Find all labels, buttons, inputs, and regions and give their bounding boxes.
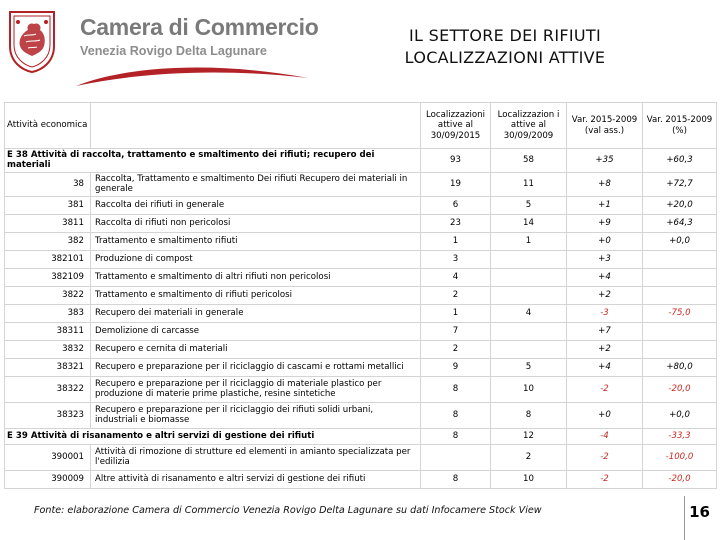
variation-absolute: +7 xyxy=(567,323,643,341)
value-2009: 5 xyxy=(491,359,567,377)
value-2009 xyxy=(491,251,567,269)
value-2015: 8 xyxy=(421,377,491,403)
variation-percent: -20,0 xyxy=(643,377,717,403)
page-number: 16 xyxy=(689,503,710,521)
value-2015: 3 xyxy=(421,251,491,269)
table-row xyxy=(5,287,717,305)
table-row xyxy=(5,269,717,287)
ateco-code: 38321 xyxy=(5,359,91,377)
variation-percent xyxy=(643,341,717,359)
variation-absolute: +4 xyxy=(567,359,643,377)
value-2015: 7 xyxy=(421,323,491,341)
value-2015: 23 xyxy=(421,215,491,233)
variation-absolute: +35 xyxy=(567,149,643,173)
activity-description: Recupero e preparazione per il riciclaggio di materiale plastico per produzione di materie prime plastiche, resine sintetiche xyxy=(91,377,421,403)
ateco-code: 38323 xyxy=(5,403,91,429)
ateco-code: 3811 xyxy=(5,215,91,233)
value-2015: 1 xyxy=(421,305,491,323)
value-2009: 58 xyxy=(491,149,567,173)
slide-header xyxy=(0,0,720,96)
value-2009: 1 xyxy=(491,233,567,251)
variation-percent xyxy=(643,251,717,269)
header-localizzazioni-2009: Localizzazion i attive al 30/09/2009 xyxy=(491,103,567,149)
variation-percent: -33,3 xyxy=(643,429,717,445)
activity-description: Recupero dei materiali in generale xyxy=(91,305,421,323)
value-2009 xyxy=(491,341,567,359)
variation-absolute: +9 xyxy=(567,215,643,233)
variation-absolute: +0 xyxy=(567,403,643,429)
activity-description: Trattamento e smaltimento di rifiuti pericolosi xyxy=(91,287,421,305)
section-row xyxy=(5,429,717,445)
activity-description: Produzione di compost xyxy=(91,251,421,269)
variation-absolute: +2 xyxy=(567,341,643,359)
variation-percent xyxy=(643,269,717,287)
value-2009: 10 xyxy=(491,471,567,489)
ateco-code: 390001 xyxy=(5,445,91,471)
ateco-code: 383 xyxy=(5,305,91,323)
value-2009 xyxy=(491,269,567,287)
variation-percent: +20,0 xyxy=(643,197,717,215)
value-2009: 8 xyxy=(491,403,567,429)
variation-percent xyxy=(643,287,717,305)
variation-percent xyxy=(643,323,717,341)
logo-swoosh xyxy=(72,56,312,90)
value-2015: 1 xyxy=(421,233,491,251)
table-row xyxy=(5,233,717,251)
header-localizzazioni-2015: Localizzazioni attive al 30/09/2015 xyxy=(421,103,491,149)
table-row xyxy=(5,377,717,403)
activity-description: Recupero e preparazione per il riciclaggio dei rifiuti solidi urbani, industriali e biomasse xyxy=(91,403,421,429)
table-row xyxy=(5,403,717,429)
variation-absolute: +0 xyxy=(567,233,643,251)
value-2015: 2 xyxy=(421,341,491,359)
header-blank xyxy=(91,103,421,149)
ateco-code: 382101 xyxy=(5,251,91,269)
variation-percent: -75,0 xyxy=(643,305,717,323)
logo-name: Camera di Commercio xyxy=(80,14,319,40)
activity-description: Attività di rimozione di strutture ed elementi in amianto specializzata per l'edilizia xyxy=(91,445,421,471)
section-label: E 38 Attività di raccolta, trattamento e smaltimento dei rifiuti; recupero dei materiali xyxy=(5,149,421,173)
table-row xyxy=(5,305,717,323)
table-row xyxy=(5,215,717,233)
value-2015: 9 xyxy=(421,359,491,377)
variation-absolute: -2 xyxy=(567,377,643,403)
variation-percent: +64,3 xyxy=(643,215,717,233)
table-row xyxy=(5,197,717,215)
ateco-code: 3822 xyxy=(5,287,91,305)
source-note: Fonte: elaborazione Camera di Commercio Venezia Rovigo Delta Lagunare su dati Infocamere Stock View xyxy=(34,505,542,516)
value-2009 xyxy=(491,323,567,341)
value-2015: 8 xyxy=(421,471,491,489)
table-header-row xyxy=(5,103,717,149)
value-2009: 14 xyxy=(491,215,567,233)
variation-absolute: +2 xyxy=(567,287,643,305)
value-2015: 6 xyxy=(421,197,491,215)
header-var-pct: Var. 2015-2009 (%) xyxy=(643,103,717,149)
value-2009: 2 xyxy=(491,445,567,471)
variation-percent: -100,0 xyxy=(643,445,717,471)
variation-percent: +80,0 xyxy=(643,359,717,377)
ateco-code: 381 xyxy=(5,197,91,215)
variation-percent: -20,0 xyxy=(643,471,717,489)
variation-absolute: +3 xyxy=(567,251,643,269)
activity-description: Raccolta di rifiuti non pericolosi xyxy=(91,215,421,233)
value-2015: 2 xyxy=(421,287,491,305)
value-2015: 4 xyxy=(421,269,491,287)
logo-subtitle: Venezia Rovigo Delta Lagunare xyxy=(80,44,267,58)
activity-description: Recupero e cernita di materiali xyxy=(91,341,421,359)
value-2009: 5 xyxy=(491,197,567,215)
value-2009: 11 xyxy=(491,173,567,197)
slide-title-line2: LOCALIZZAZIONI ATTIVE xyxy=(404,48,606,67)
chamber-logo xyxy=(72,4,319,90)
table-row xyxy=(5,359,717,377)
ateco-code: 382109 xyxy=(5,269,91,287)
variation-percent: +60,3 xyxy=(643,149,717,173)
data-table xyxy=(4,102,716,489)
header-var-abs: Var. 2015-2009 (val ass.) xyxy=(567,103,643,149)
table-row xyxy=(5,471,717,489)
variation-absolute: +4 xyxy=(567,269,643,287)
variation-percent: +0,0 xyxy=(643,403,717,429)
slide-title-line1: IL SETTORE DEI RIFIUTI xyxy=(409,26,601,45)
activity-description: Trattamento e smaltimento di altri rifiuti non pericolosi xyxy=(91,269,421,287)
activity-description: Demolizione di carcasse xyxy=(91,323,421,341)
ateco-code: 3832 xyxy=(5,341,91,359)
variation-percent: +0,0 xyxy=(643,233,717,251)
section-row xyxy=(5,149,717,173)
table-row xyxy=(5,173,717,197)
ateco-code: 38322 xyxy=(5,377,91,403)
table-row xyxy=(5,323,717,341)
section-label: E 39 Attività di risanamento e altri servizi di gestione dei rifiuti xyxy=(5,429,421,445)
table-row xyxy=(5,251,717,269)
ateco-code: 38311 xyxy=(5,323,91,341)
table-row xyxy=(5,445,717,471)
value-2009: 12 xyxy=(491,429,567,445)
variation-absolute: +1 xyxy=(567,197,643,215)
ateco-code: 38 xyxy=(5,173,91,197)
header-activity: Attività economica xyxy=(5,103,91,149)
variation-absolute: +8 xyxy=(567,173,643,197)
value-2015: 8 xyxy=(421,403,491,429)
activity-description: Raccolta dei rifiuti in generale xyxy=(91,197,421,215)
variation-absolute: -2 xyxy=(567,471,643,489)
variation-absolute: -2 xyxy=(567,445,643,471)
value-2015: 8 xyxy=(421,429,491,445)
value-2015: 19 xyxy=(421,173,491,197)
value-2015: 93 xyxy=(421,149,491,173)
variation-absolute: -3 xyxy=(567,305,643,323)
activity-description: Raccolta, Trattamento e smaltimento Dei rifiuti Recupero dei materiali in generale xyxy=(91,173,421,197)
ateco-code: 390009 xyxy=(5,471,91,489)
value-2009: 4 xyxy=(491,305,567,323)
value-2015 xyxy=(421,445,491,471)
activity-description: Recupero e preparazione per il riciclaggio di cascami e rottami metallici xyxy=(91,359,421,377)
ateco-code: 382 xyxy=(5,233,91,251)
value-2009 xyxy=(491,287,567,305)
variation-absolute: -4 xyxy=(567,429,643,445)
activity-description: Trattamento e smaltimento rifiuti xyxy=(91,233,421,251)
value-2009: 10 xyxy=(491,377,567,403)
lion-seal-logo xyxy=(6,6,58,74)
activity-description: Altre attività di risanamento e altri servizi di gestione dei rifiuti xyxy=(91,471,421,489)
table-row xyxy=(5,341,717,359)
variation-percent: +72,7 xyxy=(643,173,717,197)
